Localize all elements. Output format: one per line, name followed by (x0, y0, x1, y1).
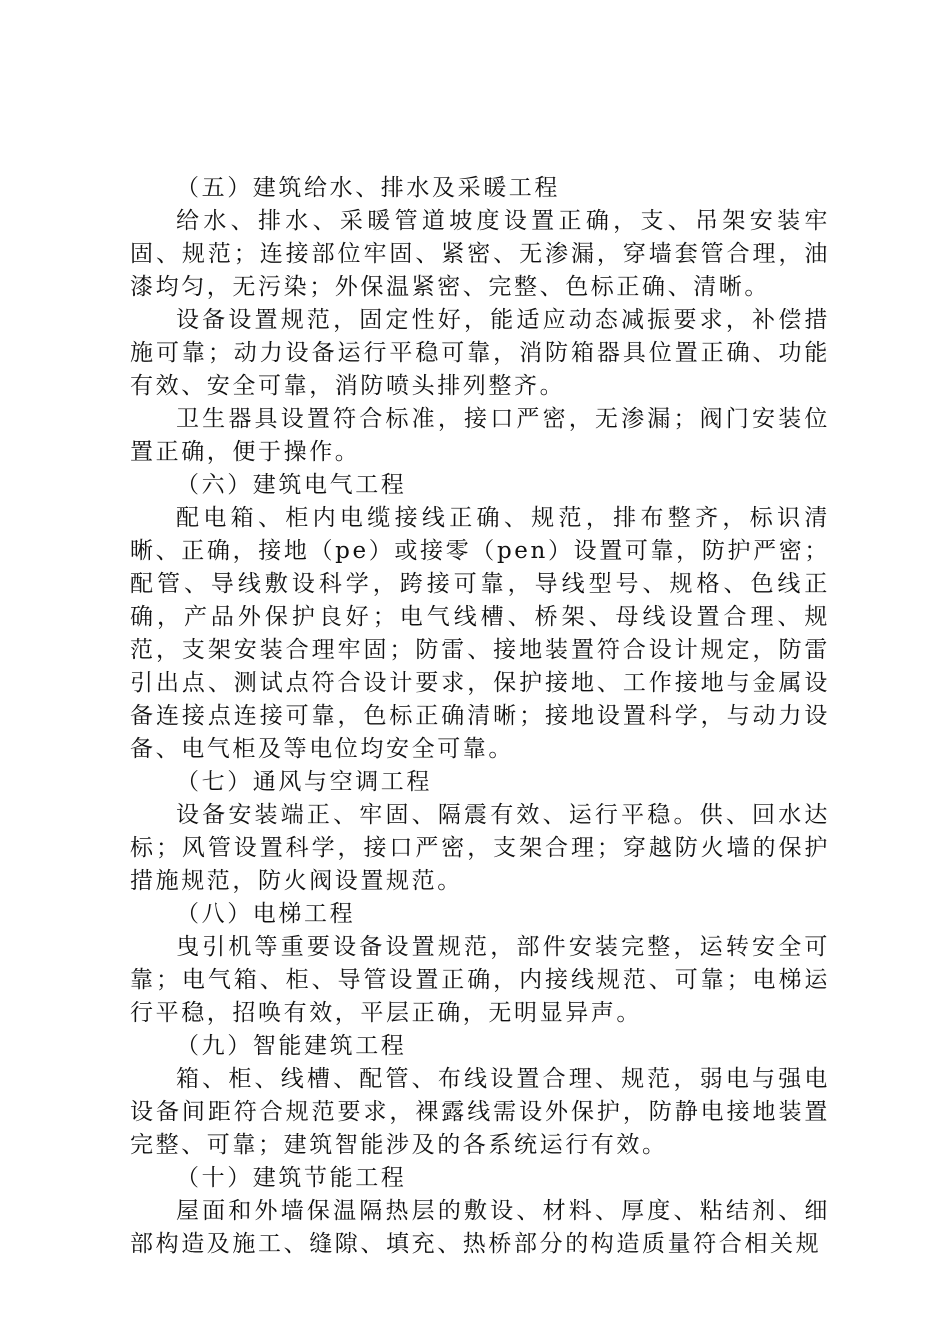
document-body (130, 172, 830, 1261)
paragraph: 曳引机等重要设备设置规范，部件安装完整，运转安全可靠；电气箱、柜、导管设置正确，内接线规范、可靠；电梯运行平稳，招唤有效，平层正确，无明显异声。 (130, 934, 830, 1026)
paragraph: 设备设置规范，固定性好，能适应动态减振要求，补偿措施可靠；动力设备运行平稳可靠，消防箱器具位置正确、功能有效、安全可靠，消防喷头排列整齐。 (130, 307, 830, 399)
section-heading-7: （七）通风与空调工程 (176, 769, 432, 795)
section-heading-9: （九）智能建筑工程 (176, 1033, 407, 1059)
paragraph: 配电箱、柜内电缆接线正确、规范，排布整齐，标识清晰、正确，接地（pe）或接零（pen）设置可靠，防护严密；配管、导线敷设科学，跨接可靠，导线型号、规格、色线正确，产品外保护良好；电气线槽、桥架、母线设置合理、规范，支架安装合理牢固；防雷、接地装置符合设计规定，防雷引出点、测试点符合设计要求，保护接地、工作接地与金属设备连接点连接可靠，色标正确清晰；接地设置科学，与动力设备、电气柜及等电位均安全可靠。 (130, 505, 830, 762)
section-heading-5: （五）建筑给水、排水及采暖工程 (176, 175, 560, 201)
section-heading-8: （八）电梯工程 (176, 901, 356, 927)
paragraph: 箱、柜、线槽、配管、布线设置合理、规范，弱电与强电设备间距符合规范要求，裸露线需设外保护，防静电接地装置完整、可靠；建筑智能涉及的各系统运行有效。 (130, 1066, 830, 1158)
section-heading-10: （十）建筑节能工程 (176, 1165, 407, 1191)
paragraph: 卫生器具设置符合标准，接口严密，无渗漏；阀门安装位置正确，便于操作。 (130, 406, 830, 465)
paragraph: 设备安装端正、牢固、隔震有效、运行平稳。供、回水达标；风管设置科学，接口严密，支架合理；穿越防火墙的保护措施规范，防火阀设置规范。 (130, 802, 830, 894)
section-heading-6: （六）建筑电气工程 (176, 472, 407, 498)
paragraph: 屋面和外墙保温隔热层的敷设、材料、厚度、粘结剂、细部构造及施工、缝隙、填充、热桥部分的构造质量符合相关规 (130, 1198, 830, 1257)
paragraph: 给水、排水、采暖管道坡度设置正确，支、吊架安装牢固、规范；连接部位牢固、紧密、无渗漏，穿墙套管合理，油漆均匀，无污染；外保温紧密、完整、色标正确、清晰。 (130, 208, 830, 300)
